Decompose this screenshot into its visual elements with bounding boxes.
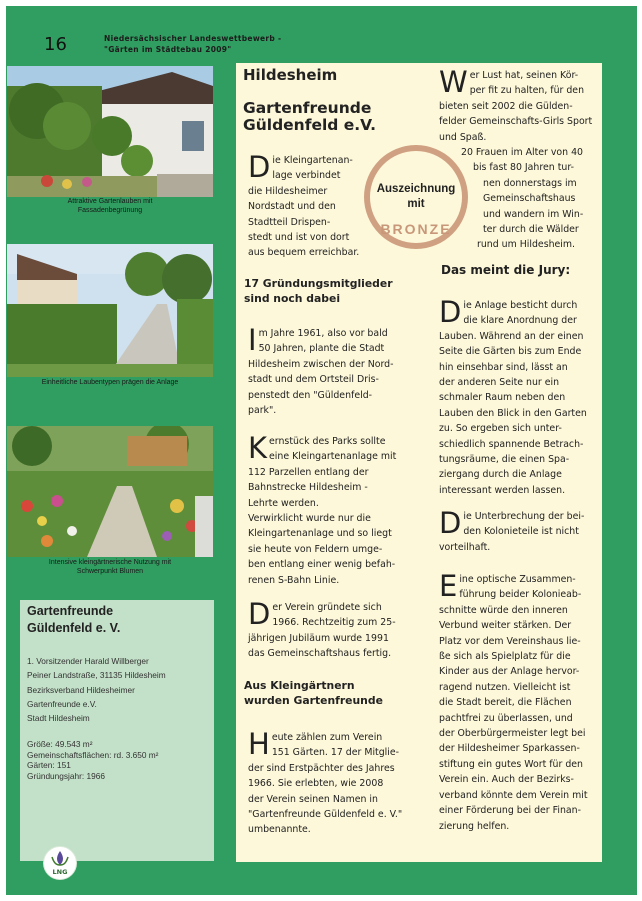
j1-line: schmaler Raum neben den xyxy=(439,392,566,404)
j1-dropcap: D xyxy=(439,295,462,329)
p1-line: penstedt den "Güldenfeld- xyxy=(248,389,373,401)
p4-line: 1966. Sie erlebten, wie 2008 xyxy=(248,778,384,790)
j3-line: schnitte würde den inneren xyxy=(439,604,568,616)
subheading-founders-line2: sind noch dabei xyxy=(244,292,341,305)
p2-dropcap: K xyxy=(248,431,268,465)
p3-text xyxy=(248,597,410,662)
right-line: er Lust hat, seinen Kör- xyxy=(469,70,579,81)
j3-line: der Hildesheimer Sparkassen- xyxy=(439,743,580,755)
right-line: per fit zu halten, für den xyxy=(469,85,585,97)
article-city: Hildesheim xyxy=(243,66,338,84)
j1-line: zu. So ergeben sich unter- xyxy=(439,423,562,435)
j3-line: führung beider Kolonieab- xyxy=(459,589,582,601)
caption-2-line1: Einheitliche Laubentypen prägen die Anlage xyxy=(41,379,179,386)
paragraph-core xyxy=(248,431,408,588)
j3-line: einer Förderung bei der Finan- xyxy=(439,805,581,817)
j3-line: pachtfrei zu überlassen, und xyxy=(439,712,573,724)
j3-line: Verein ein. Auch der Bezirks- xyxy=(439,774,574,786)
p2-line: Bahnstrecke Hildesheim - xyxy=(248,482,368,494)
j3-line: verband könnte dem Verein mit xyxy=(439,789,588,801)
right-line: rund um Hildesheim. xyxy=(477,239,576,251)
j3-line: Verbund weiter stärken. Der xyxy=(439,620,572,632)
j2-line: ie Unterbrechung der bei- xyxy=(463,511,585,522)
j2-text xyxy=(439,506,597,555)
j1-line: ie Anlage besticht durch xyxy=(463,300,578,311)
p3-line: jährigen Jubiläum wurde 1991 xyxy=(248,632,389,644)
right-line: und wandern im Win- xyxy=(483,208,584,220)
paragraph-today xyxy=(248,727,412,838)
subheading-rename-line2: wurden Gartenfreunde xyxy=(244,694,383,707)
p2-line: ben entlang einer wenig befah- xyxy=(248,559,396,571)
intro-line: lage verbindet xyxy=(272,170,341,182)
p2-line: 112 Parzellen entlang der xyxy=(248,466,369,478)
city: Stadt Hildesheim xyxy=(27,713,90,724)
stat-gardens: Gärten: 151 xyxy=(27,760,71,770)
right-line: felder Gemeinschafts-Girls Sport xyxy=(439,116,593,128)
j1-line: der anderen Seite nur ein xyxy=(439,377,560,389)
district-association-l1: Bezirksverband Hildesheimer xyxy=(27,684,135,695)
j3-line: die Stadt bereit, die Flächen xyxy=(439,697,572,709)
paragraph-founded xyxy=(248,597,410,662)
caption-3-line2: Schwerpunkt Blumen xyxy=(76,567,144,575)
jury-heading: Das meint die Jury: xyxy=(441,263,571,277)
caption-1-line2: Fassadenbegrünung xyxy=(77,206,143,214)
jury-paragraph-2 xyxy=(439,506,597,555)
right-line: ter durch die Wälder xyxy=(483,224,579,236)
p4-text xyxy=(248,727,412,838)
j3-line: Platz vor dem Vereinshaus lie- xyxy=(439,635,581,647)
p3-line: das Gemeinschaftshaus fertig. xyxy=(248,648,392,660)
badge-label-line2: mit xyxy=(407,198,425,210)
p2-line: eine Kleingartenanlage mit xyxy=(269,451,397,463)
j3-line: ße sich als Spielplatz für die xyxy=(439,651,571,663)
p2-line: ernstück des Parks sollte xyxy=(269,436,386,447)
p4-line: 151 Gärten. 17 der Mitglie- xyxy=(271,747,400,759)
right-line: bieten seit 2002 die Gülden- xyxy=(439,100,573,112)
p1-line: m Jahre 1961, also vor bald xyxy=(258,328,388,339)
p1-line: Hildesheim zwischen der Nord- xyxy=(248,358,394,370)
j1-line: die klare Anordnung der xyxy=(463,315,577,327)
p3-line: er Verein gründete sich xyxy=(272,602,382,613)
caption-3-line1: Intensive kleingärtnerische Nutzung mit xyxy=(48,559,172,566)
running-header-line2: "Gärten im Städtebau 2009" xyxy=(104,45,232,54)
j3-dropcap: E xyxy=(439,569,458,603)
right-line: nen donnerstags im xyxy=(483,177,577,189)
caption-1-line1: Attraktive Gartenlauben mit xyxy=(67,198,153,205)
paragraph-sport xyxy=(439,65,597,253)
jury-paragraph-1 xyxy=(439,295,597,498)
subheading-rename-line1: Aus Kleingärtnern xyxy=(244,679,355,692)
j1-line: tungsräume, die einen Spa- xyxy=(439,454,570,466)
club-name xyxy=(27,603,120,637)
p1-line: stadt und dem Ortsteil Dris- xyxy=(248,374,379,386)
p2-line: Kleingartenanlage und so liegt xyxy=(248,528,392,540)
intro-paragraph xyxy=(248,150,370,261)
club-name-line2: Güldenfeld e. V. xyxy=(27,621,121,635)
p3-line: 1966. Rechtzeitig zum 25- xyxy=(272,617,396,629)
article-title-line1: Gartenfreunde xyxy=(243,99,372,117)
j2-dropcap: D xyxy=(439,506,462,540)
lng-logo xyxy=(43,846,77,880)
j3-line: der Oberbürgermeister legt bei xyxy=(439,728,586,740)
running-header xyxy=(104,33,281,55)
p4-line: der Verein seinen Namen in xyxy=(248,793,378,805)
j3-text xyxy=(439,569,597,834)
photo-caption-2 xyxy=(7,379,213,388)
badge-label-line1: Auszeichnung xyxy=(376,183,456,195)
paragraph-1961 xyxy=(248,323,408,418)
p2-line: sie heute von Feldern umge- xyxy=(248,543,383,555)
photo-caption-3 xyxy=(7,559,213,576)
j3-line: zierung helfen. xyxy=(439,820,510,832)
right-line: und Spaß. xyxy=(439,131,487,143)
article-title xyxy=(243,100,376,134)
j3-line: stiftung ein gutes Wort für den xyxy=(439,758,583,770)
j2-line: vorteilhaft. xyxy=(439,541,491,553)
j3-line: ragend nutzen. Vielleicht ist xyxy=(439,681,571,693)
j1-line: schiedlich spannende Betrach- xyxy=(439,438,584,450)
j3-line: Kinder aus der Anlage hervor- xyxy=(439,666,580,678)
right-line: bis fast 80 Jahren tur- xyxy=(473,162,574,174)
p4-line: der sind Erstpächter des Jahres xyxy=(248,762,395,774)
p2-line: Lehrte werden. xyxy=(248,497,319,509)
j1-text xyxy=(439,295,597,498)
stat-size: Größe: 49.543 m² xyxy=(27,739,93,749)
p1-line: park". xyxy=(248,405,277,417)
p3-dropcap: D xyxy=(248,597,271,631)
intro-line: stedt und ist von dort xyxy=(248,232,350,244)
j1-line: Seite die Gärten bis zum Ende xyxy=(439,346,582,358)
p4-dropcap: H xyxy=(248,727,270,761)
intro-line: Stadtteil Drispen- xyxy=(248,216,331,228)
photo-garden-house xyxy=(7,66,213,197)
article-title-line2: Güldenfeld e.V. xyxy=(243,116,377,134)
p4-line: eute zählen zum Verein xyxy=(271,732,383,743)
j1-line: Lauben den Blick in den Garten xyxy=(439,407,587,419)
p2-line: renen S-Bahn Linie. xyxy=(248,574,340,586)
j1-line: ziergang durch die Anlage xyxy=(439,469,562,481)
j1-line: Lauben. Während an der einen xyxy=(439,330,584,342)
photo-path-arbours xyxy=(7,244,213,377)
jury-paragraph-3 xyxy=(439,569,597,834)
right-line: 20 Frauen im Alter von 40 xyxy=(461,147,583,159)
subheading-founders-line1: 17 Gründungsmitglieder xyxy=(244,277,393,290)
p1-line: 50 Jahren, plante die Stadt xyxy=(258,343,385,355)
club-stats xyxy=(27,739,158,781)
badge-level: BRONZE xyxy=(380,221,452,237)
running-header-line1: Niedersächsischer Landeswettbewerb - xyxy=(104,34,282,43)
photo-flower-garden xyxy=(7,426,213,557)
right-line: Gemeinschaftshaus xyxy=(483,193,576,205)
page-number: 16 xyxy=(44,34,67,55)
stat-founded: Gründungsjahr: 1966 xyxy=(27,770,105,781)
j3-line: ine optische Zusammen- xyxy=(459,574,576,585)
subheading-rename xyxy=(244,678,383,708)
p1-dropcap: I xyxy=(248,323,257,357)
p2-text xyxy=(248,431,408,588)
photo-caption-1 xyxy=(7,198,213,215)
logo-text: LNG xyxy=(52,868,68,876)
club-address xyxy=(27,654,166,725)
right-dropcap: W xyxy=(439,65,468,99)
intro-line: Nordstadt und den xyxy=(248,201,336,213)
intro-line: aus bequem erreichbar. xyxy=(248,247,360,259)
intro-line: die Hildesheimer xyxy=(248,185,328,197)
j1-line: hin einsehbar sind, lässt an xyxy=(439,361,568,373)
club-name-line1: Gartenfreunde xyxy=(27,604,114,618)
intro-line: ie Kleingartenan- xyxy=(272,155,353,166)
p2-line: Verwirklicht wurde nur die xyxy=(248,513,371,525)
street-address: Peiner Landstraße, 31135 Hildesheim xyxy=(27,670,166,681)
stat-common-area: Gemeinschaftsflächen: rd. 3.650 m² xyxy=(27,749,159,760)
p4-line: umbenannte. xyxy=(248,824,311,836)
intro-dropcap: D xyxy=(248,150,271,184)
club-info-box xyxy=(20,600,214,861)
p4-line: "Gartenfreunde Güldenfeld e. V." xyxy=(248,809,403,821)
j2-line: den Kolonieteile ist nicht xyxy=(463,526,579,538)
p1-text xyxy=(248,323,408,418)
j1-line: interessant werden lassen. xyxy=(439,484,566,496)
chairman: 1. Vorsitzender Harald Willberger xyxy=(27,656,149,666)
district-association-l2: Gartenfreunde e.V. xyxy=(27,698,97,709)
subheading-founders xyxy=(244,276,393,306)
